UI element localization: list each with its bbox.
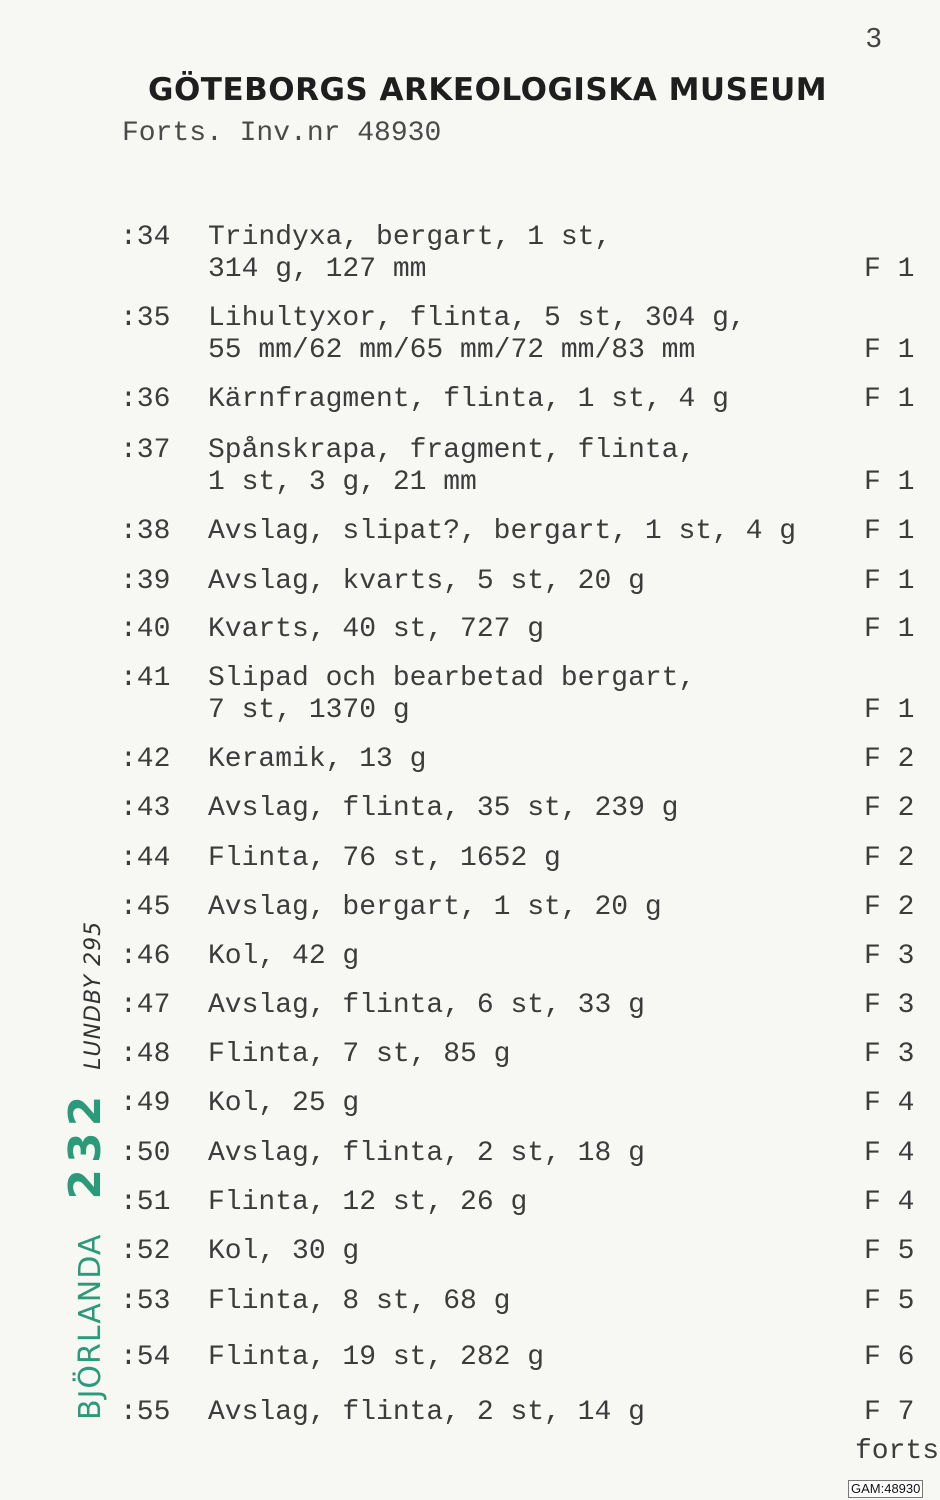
entry-find-code: F 1	[864, 516, 915, 547]
entry-number: :42	[120, 744, 171, 775]
entry-description-line: Avslag, bergart, 1 st, 20 g	[208, 892, 662, 923]
entry-find-code: F 1	[864, 614, 915, 645]
entry-description-line: 314 g, 127 mm	[208, 254, 427, 285]
entry-find-code: F 1	[864, 695, 915, 726]
entry-description-line: Spånskrapa, fragment, flinta,	[208, 435, 696, 466]
entry-description-line: 7 st, 1370 g	[208, 695, 410, 726]
entry-number: :39	[120, 566, 171, 597]
page-number: 3	[866, 22, 882, 53]
entry-number: :34	[120, 222, 171, 253]
entry-description-line: Kvarts, 40 st, 727 g	[208, 614, 545, 645]
entry-find-code: F 1	[864, 467, 915, 498]
entry-description-line: Avslag, slipat?, bergart, 1 st, 4 g	[208, 516, 797, 547]
entry-find-code: F 2	[864, 892, 915, 923]
entry-number: :51	[120, 1187, 171, 1218]
side-note-number: 232	[60, 1089, 111, 1200]
entry-description-line: 55 mm/62 mm/65 mm/72 mm/83 mm	[208, 335, 696, 366]
entry-find-code: F 1	[864, 384, 915, 415]
entry-number: :54	[120, 1342, 171, 1373]
entry-number: :41	[120, 663, 171, 694]
entry-description-line: Avslag, flinta, 2 st, 14 g	[208, 1397, 645, 1428]
entry-find-code: F 2	[864, 843, 915, 874]
image-id: GAM:48930	[848, 1480, 923, 1498]
entry-description-line: Flinta, 19 st, 282 g	[208, 1342, 545, 1373]
entry-description-line: Keramik, 13 g	[208, 744, 427, 775]
entry-find-code: F 4	[864, 1088, 915, 1119]
entry-number: :52	[120, 1236, 171, 1267]
entry-find-code: F 4	[864, 1187, 915, 1218]
entry-description-line: Slipad och bearbetad bergart,	[208, 663, 696, 694]
entry-description-line: Flinta, 12 st, 26 g	[208, 1187, 528, 1218]
entry-number: :40	[120, 614, 171, 645]
side-note	[60, 921, 111, 1420]
entry-description-line: Avslag, kvarts, 5 st, 20 g	[208, 566, 645, 597]
entry-find-code: F 3	[864, 1039, 915, 1070]
entry-number: :47	[120, 990, 171, 1021]
entry-number: :38	[120, 516, 171, 547]
entry-description-line: Trindyxa, bergart, 1 st,	[208, 222, 612, 253]
entry-description-line: Flinta, 7 st, 85 g	[208, 1039, 511, 1070]
continued-label: forts	[855, 1436, 940, 1467]
entry-find-code: F 7	[864, 1397, 915, 1428]
entry-description-line: Lihultyxor, flinta, 5 st, 304 g,	[208, 303, 746, 334]
entry-number: :48	[120, 1039, 171, 1070]
entry-description-line: Avslag, flinta, 6 st, 33 g	[208, 990, 645, 1021]
entry-find-code: F 6	[864, 1342, 915, 1373]
entry-number: :35	[120, 303, 171, 334]
entry-description-line: Kol, 30 g	[208, 1236, 360, 1267]
entry-number: :50	[120, 1138, 171, 1169]
side-note-parish: LUNDBY 295	[81, 920, 106, 1070]
entry-description-line: 1 st, 3 g, 21 mm	[208, 467, 477, 498]
entry-find-code: F 1	[864, 566, 915, 597]
entry-number: :37	[120, 435, 171, 466]
entry-find-code: F 4	[864, 1138, 915, 1169]
entry-find-code: F 3	[864, 941, 915, 972]
entry-number: :53	[120, 1286, 171, 1317]
entry-description-line: Kärnfragment, flinta, 1 st, 4 g	[208, 384, 729, 415]
entry-description-line: Avslag, flinta, 2 st, 18 g	[208, 1138, 645, 1169]
entry-number: :43	[120, 793, 171, 824]
entry-number: :44	[120, 843, 171, 874]
entry-find-code: F 5	[864, 1286, 915, 1317]
entry-find-code: F 1	[864, 335, 915, 366]
entry-description-line: Flinta, 76 st, 1652 g	[208, 843, 561, 874]
entry-number: :49	[120, 1088, 171, 1119]
entry-number: :45	[120, 892, 171, 923]
entry-description-line: Flinta, 8 st, 68 g	[208, 1286, 511, 1317]
entry-description-line: Avslag, flinta, 35 st, 239 g	[208, 793, 679, 824]
entry-find-code: F 2	[864, 744, 915, 775]
header-title: GÖTEBORGS ARKEOLOGISKA MUSEUM	[148, 72, 828, 108]
entry-find-code: F 5	[864, 1236, 915, 1267]
entry-find-code: F 1	[864, 254, 915, 285]
entry-find-code: F 2	[864, 793, 915, 824]
entry-find-code: F 3	[864, 990, 915, 1021]
entry-number: :36	[120, 384, 171, 415]
entry-description-line: Kol, 42 g	[208, 941, 360, 972]
entry-number: :46	[120, 941, 171, 972]
entry-description-line: Kol, 25 g	[208, 1088, 360, 1119]
side-note-site: BJÖRLANDA	[73, 1233, 108, 1420]
entry-number: :55	[120, 1397, 171, 1428]
header-subtitle: Forts. Inv.nr 48930	[122, 118, 442, 149]
